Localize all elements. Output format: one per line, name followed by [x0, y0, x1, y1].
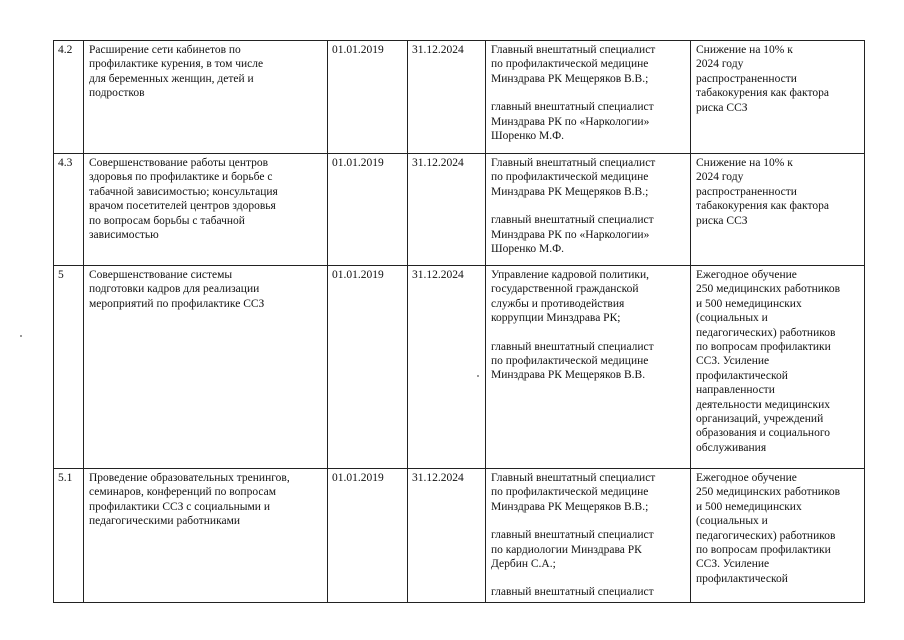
scan-speck [20, 335, 22, 337]
end-date: 31.12.2024 [408, 41, 486, 154]
end-date: 31.12.2024 [408, 154, 486, 266]
responsible-cell [486, 154, 691, 266]
measure-name: Совершенствование работы центров здоровья по профилактике и борьбе с табачной зависимостью; консультация врачом посетителей центров здоровья по вопросам борьбы с табачной зависимостью [84, 154, 328, 266]
responsible-cell [486, 266, 691, 469]
responsible-entry: Главный внештатный специалист по профилактической медицине Минздрава РК Мещеряков В.В.; [491, 157, 656, 198]
row-number: 5 [54, 266, 84, 469]
start-date: 01.01.2019 [328, 41, 408, 154]
start-date: 01.01.2019 [328, 154, 408, 266]
table-row [54, 469, 865, 603]
scan-speck [477, 375, 479, 377]
row-number: 5.1 [54, 469, 84, 603]
responsible-cell [486, 41, 691, 154]
row-number: 4.2 [54, 41, 84, 154]
expected-result: Ежегодное обучение 250 медицинских работников и 500 немедицинских (социальных и педагогических) работников по вопросам профилактики ССЗ. Усиление профилактической направленности деятельности медицинских организаций, учреждений образования и социального обслуживания [691, 266, 865, 469]
row-number: 4.3 [54, 154, 84, 266]
responsible-entry: главный внештатный специалист Минздрава РК по «Наркологии» Шоренко М.Ф. [491, 214, 654, 256]
expected-result: Снижение на 10% к 2024 году распространенности табакокурения как фактора риска ССЗ [691, 154, 865, 266]
measure-name: Проведение образовательных тренингов, семинаров, конференций по вопросам профилактики ССЗ с социальными и педагогическими работниками [84, 469, 328, 603]
expected-result: Ежегодное обучение 250 медицинских работников и 500 немедицинских (социальных и педагогических) работников по вопросам профилактики ССЗ. Усиление профилактической [691, 469, 865, 603]
measure-name: Расширение сети кабинетов по профилактике курения, в том числе для беременных женщин, детей и подростков [84, 41, 328, 154]
responsible-entry: главный внештатный специалист по профилактической медицине Минздрава РК Мещеряков В.В. [491, 340, 654, 382]
measures-table [53, 40, 865, 603]
responsible-entry: главный внештатный специалист [491, 586, 654, 599]
table-row [54, 154, 865, 266]
end-date: 31.12.2024 [408, 266, 486, 469]
start-date: 01.01.2019 [328, 266, 408, 469]
responsible-cell [486, 469, 691, 603]
measure-name: Совершенствование системы подготовки кадров для реализации мероприятий по профилактике ССЗ [84, 266, 328, 469]
responsible-entry: главный внештатный специалист по кардиологии Минздрава РК Дербин С.А.; [491, 529, 654, 571]
end-date: 31.12.2024 [408, 469, 486, 603]
responsible-entry: Управление кадровой политики, государственной гражданской службы и противодействия коррупции Минздрава РК; [491, 269, 649, 325]
table-row [54, 266, 865, 469]
responsible-entry: Главный внештатный специалист по профилактической медицине Минздрава РК Мещеряков В.В.; [491, 44, 656, 85]
expected-result: Снижение на 10% к 2024 году распространенности табакокурения как фактора риска ССЗ [691, 41, 865, 154]
table-row [54, 41, 865, 154]
responsible-entry: Главный внештатный специалист по профилактической медицине Минздрава РК Мещеряков В.В.; [491, 472, 656, 513]
responsible-entry: главный внештатный специалист Минздрава РК по «Наркологии» Шоренко М.Ф. [491, 101, 654, 143]
start-date: 01.01.2019 [328, 469, 408, 603]
